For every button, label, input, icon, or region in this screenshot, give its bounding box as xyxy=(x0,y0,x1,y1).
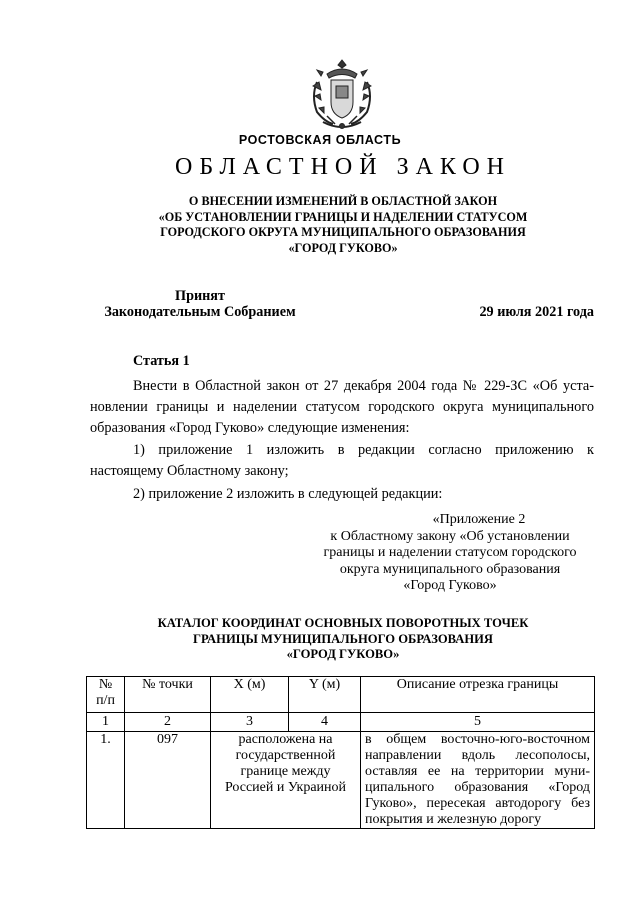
location-line: расположена на xyxy=(238,732,333,747)
annex-line: «Приложение 2 xyxy=(432,512,526,527)
adoption-label xyxy=(90,288,310,320)
paragraph-line: 2) приложение 2 изложить в следующей редакции: xyxy=(133,486,443,502)
coat-of-arms-icon xyxy=(303,56,381,132)
description-line: оставляя ее на территории муни- xyxy=(365,764,590,779)
annex-line: к Областному закону «Об установлении xyxy=(330,528,570,544)
header-cell-y: Y (м) xyxy=(289,677,361,713)
law-subtitle xyxy=(96,194,590,256)
header-cell-x: X (м) xyxy=(211,677,289,713)
location-line: Россией и Украиной xyxy=(224,780,347,795)
annex-line: округа муниципального образования xyxy=(339,561,561,577)
annex-reference xyxy=(300,512,600,595)
catalog-title-line: ГРАНИЦЫ МУНИЦИПАЛЬНОГО ОБРАЗОВАНИЯ xyxy=(192,631,494,646)
paragraph-line: новлении границы и наделении статусом городского округа муниципального xyxy=(90,399,594,415)
row-description-cell xyxy=(361,732,595,829)
column-number-cell: 2 xyxy=(125,713,211,732)
description-line: направлении вдоль лесополосы, xyxy=(365,748,590,763)
subtitle-line: «ГОРОД ГУКОВО» xyxy=(288,240,398,255)
catalog-title-line: «ГОРОД ГУКОВО» xyxy=(286,647,400,661)
location-line: государственной xyxy=(235,748,336,763)
paragraph-line: образования «Город Гуково» следующие изменения: xyxy=(90,420,410,436)
annex-line: границы и наделении статусом городского xyxy=(323,545,577,560)
table-row xyxy=(87,732,595,829)
header-number-line: № xyxy=(98,677,113,692)
adoption-label-line: Законодательным Собранием xyxy=(104,304,296,320)
catalog-title-line: КАТАЛОГ КООРДИНАТ ОСНОВНЫХ ПОВОРОТНЫХ ТОЧЕК xyxy=(157,616,529,630)
region-name: РОСТОВСКАЯ ОБЛАСТЬ xyxy=(238,133,402,147)
amendment-item-2 xyxy=(90,484,594,505)
subtitle-line: ГОРОДСКОГО ОКРУГА МУНИЦИПАЛЬНОГО ОБРАЗОВАНИЯ xyxy=(160,225,526,239)
header-cell-number xyxy=(87,677,125,713)
annex-line: «Город Гуково» xyxy=(403,578,497,593)
column-number-cell: 5 xyxy=(361,713,595,732)
description-line: ципального образования «Город xyxy=(365,780,590,795)
header-cell-point: № точки xyxy=(125,677,211,713)
column-number-cell: 4 xyxy=(289,713,361,732)
adoption-label-line: Принят xyxy=(175,288,225,304)
article-intro-paragraph xyxy=(90,376,594,439)
table-header-row xyxy=(87,677,595,713)
subtitle-line: «ОБ УСТАНОВЛЕНИИ ГРАНИЦЫ И НАДЕЛЕНИИ СТАТУСОМ xyxy=(158,209,528,224)
row-location-cell xyxy=(211,732,361,829)
column-number-cell: 1 xyxy=(87,713,125,732)
catalog-title xyxy=(96,616,590,663)
column-number-cell: 3 xyxy=(211,713,289,732)
article-title: Статья 1 xyxy=(133,353,190,369)
description-line: покрытия и железную дорогу xyxy=(365,812,542,827)
paragraph-line: настоящему Областному закону; xyxy=(90,463,289,479)
header-number-line: п/п xyxy=(96,693,115,708)
coordinates-table xyxy=(86,676,595,829)
location-line: границе между xyxy=(240,764,331,779)
paragraph-line: 1) приложение 1 изложить в редакции согласно приложению к xyxy=(133,442,594,458)
description-line: в общем восточно-юго-восточном xyxy=(365,732,590,747)
row-point-cell: 097 xyxy=(125,732,211,829)
adoption-date: 29 июля 2021 года xyxy=(479,304,594,320)
header-cell-description: Описание отрезка границы xyxy=(361,677,595,713)
amendment-item-1 xyxy=(90,440,594,482)
paragraph-line: Внести в Областной закон от 27 декабря 2004 года № 229-ЗС «Об уста- xyxy=(133,378,594,394)
law-type-title: ОБЛАСТНОЙ ЗАКОН xyxy=(174,154,512,180)
row-number-cell: 1. xyxy=(87,732,125,829)
table-column-numbers-row xyxy=(87,713,595,732)
subtitle-line: О ВНЕСЕНИИ ИЗМЕНЕНИЙ В ОБЛАСТНОЙ ЗАКОН xyxy=(188,194,498,208)
description-line: Гуково», пересекая автодорогу без xyxy=(365,796,590,811)
